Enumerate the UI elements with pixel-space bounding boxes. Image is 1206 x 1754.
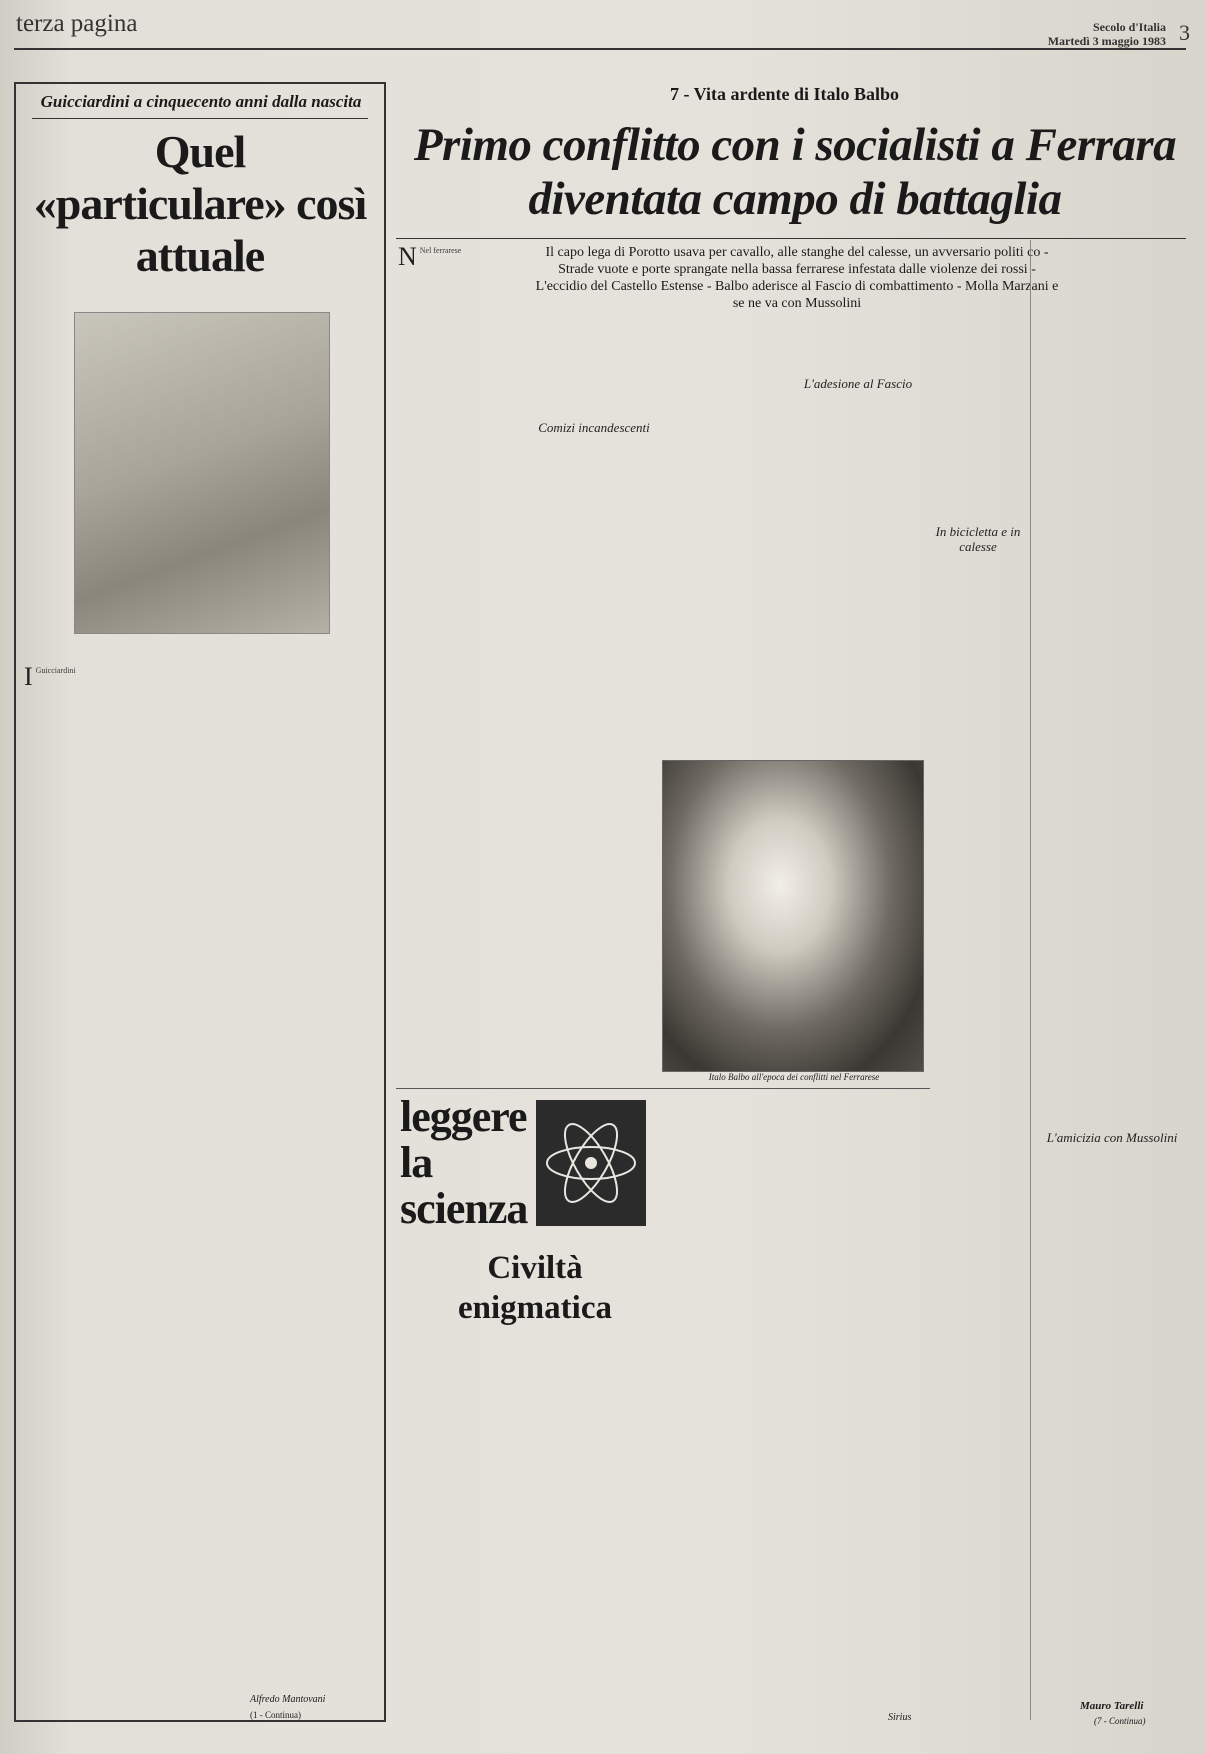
page-number: 3 <box>1179 20 1190 45</box>
atom-illustration <box>536 1100 646 1226</box>
subhead-adesione: L'adesione al Fascio <box>803 376 913 391</box>
main-article-column-3 <box>664 348 788 748</box>
header-rule <box>14 48 1186 50</box>
main-article-body-start: Nel ferrarese <box>419 246 462 255</box>
main-article-signature: Mauro Tarelli <box>1080 1700 1144 1712</box>
left-article-signature: Alfredo Mantovani <box>250 1694 326 1705</box>
science-box-rule <box>396 1088 930 1089</box>
main-article-standfirst: Il capo lega di Porotto usava per cavallo, alle stanghe del calesse, un avversario politi co - Strade vuote e porte sprangate nella bassa ferrarese infestata dalle violenze dei rossi - L'eccidio del Castello Estense - Balbo aderisce al Fascio di combattimento - Molla Marzani e se ne va con Mussolini <box>535 245 1059 311</box>
left-article-column-2 <box>204 666 374 1686</box>
main-article-column-5 <box>930 308 1026 1088</box>
left-article-continues: (1 - Continua) <box>250 1710 301 1720</box>
science-signature: Sirius <box>888 1712 912 1723</box>
science-column-3 <box>664 1094 788 1714</box>
subhead-amicizia: L'amicizia con Mussolini <box>1046 1130 1178 1145</box>
issue-date: Martedì 3 maggio 1983 <box>1047 34 1166 48</box>
right-column-rule <box>1030 240 1031 1720</box>
left-article-title: Quel «particulare» così attuale <box>33 126 367 281</box>
main-article-kicker: 7 - Vita ardente di Italo Balbo <box>670 84 900 104</box>
left-article-dropcap: I <box>24 666 33 691</box>
main-article-title: Primo conflitto con i socialisti a Ferrara diventata campo di battaglia <box>413 119 1177 225</box>
science-column-1 <box>398 1336 522 1726</box>
subhead-bicicletta: In bicicletta e in calesse <box>935 524 1021 554</box>
science-column-2 <box>532 1336 656 1726</box>
section-label: terza pagina <box>16 10 138 37</box>
balbo-photo <box>662 760 924 1072</box>
main-article-column-2 <box>532 348 656 1078</box>
main-article-continues: (7 - Continua) <box>1094 1716 1146 1726</box>
science-section-header: leggere la scienza <box>400 1092 528 1233</box>
science-column-4 <box>796 1094 920 1704</box>
balbo-photo-caption: Italo Balbo all'epoca dei conflitti nel Ferrarese <box>708 1072 880 1082</box>
main-article-column-6 <box>1038 246 1186 1691</box>
left-article-kicker: Guicciardini a cinquecento anni dalla nascita <box>40 92 362 111</box>
left-article-body-start: Guicciardini <box>35 666 76 675</box>
masthead <box>1048 20 1166 48</box>
left-article-column-1 <box>24 666 194 1690</box>
main-title-rule <box>396 238 1186 239</box>
guicciardini-portrait <box>74 312 330 634</box>
main-article-column-1 <box>398 246 522 1081</box>
main-article-column-4 <box>796 308 920 748</box>
subhead-comizi: Comizi incandescenti <box>538 420 650 435</box>
left-kicker-rule <box>32 118 368 119</box>
science-article-title: Civiltà enigmatica <box>458 1250 612 1326</box>
main-article-dropcap: N <box>398 246 417 271</box>
atom-icon <box>536 1100 646 1226</box>
newspaper-name: Secolo d'Italia <box>1092 20 1166 34</box>
